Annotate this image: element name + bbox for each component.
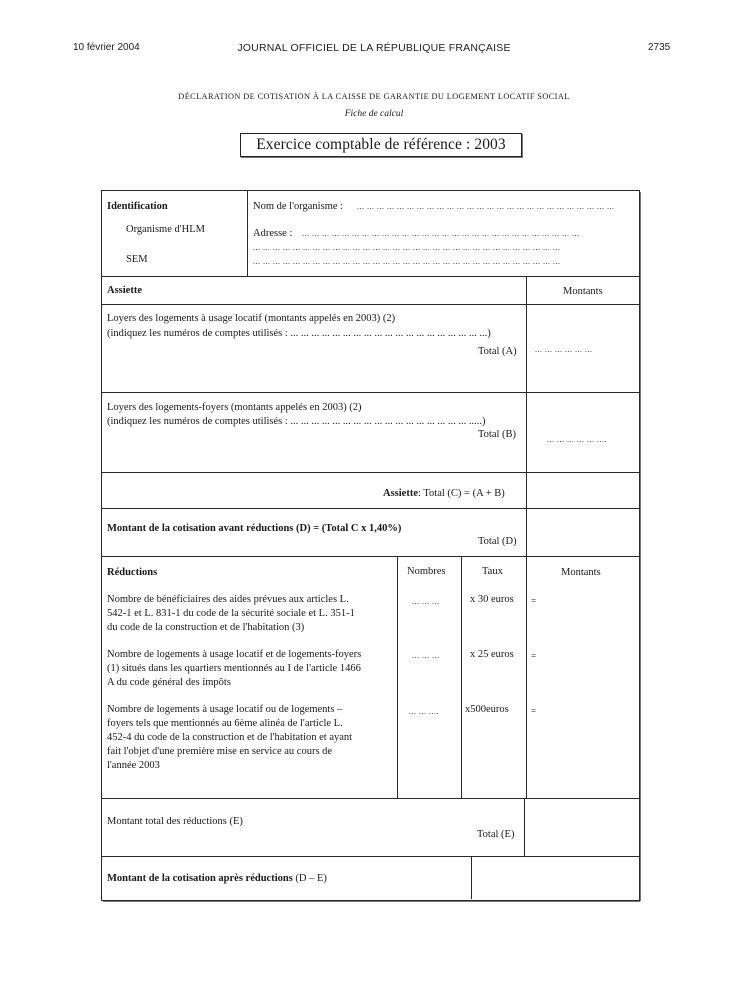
reductions-heading: Réductions	[107, 567, 158, 578]
total-b-field[interactable]: ... ... ... ... ... ....	[547, 435, 607, 444]
organisme-hlm-label: Organisme d'HLM	[126, 224, 205, 235]
nombres-column-header: Nombres	[407, 566, 446, 577]
reduction-row-text-line: fait l'objet d'une première mise en service au cours de	[107, 746, 333, 757]
reduction-nombre-field[interactable]: ... ... ...	[412, 651, 440, 660]
rule-after-reduction-rows	[101, 798, 640, 799]
sem-label: SEM	[126, 254, 148, 265]
loyers-locatif-comptes: (indiquez les numéros de comptes utilisés : ... ... ... ... ... ... ... ... ... ... ... ... ... ... ... ... ... ... ...)	[107, 328, 491, 339]
header-journal-title: JOURNAL OFFICIEL DE LA RÉPUBLIQUE FRANÇAISE	[237, 42, 511, 54]
document-subtitle: Fiche de calcul	[344, 109, 404, 119]
reduction-taux: x 25 euros	[470, 649, 514, 660]
total-b-label: Total (B)	[478, 429, 517, 440]
rule-identification-divider	[247, 190, 248, 276]
cotisation-avant-reductions-label: Montant de la cotisation avant réductions (D) = (Total C x 1,40%)	[107, 523, 402, 534]
rule-after-total-a	[101, 392, 640, 393]
reduction-row-text-line: Nombre de logements à usage locatif ou de logements –	[107, 704, 343, 715]
header-date: 10 février 2004	[73, 42, 140, 53]
total-reductions-label: Montant total des réductions (E)	[107, 816, 243, 827]
rule-nombres-column	[397, 556, 398, 798]
final-montant-field[interactable]	[473, 858, 637, 898]
rule-montants-column-total-e	[524, 798, 525, 856]
reduction-row-text-line: du code de la construction et de l'habitation (3)	[107, 622, 305, 633]
reduction-taux: x500euros	[465, 704, 509, 715]
adresse-field-line-3[interactable]: ... ... ... ... ... ... ... ... ... ... ... ... ... ... ... ... ... ... ... ... ... ... ... ... ... ... ... ... ... ... ...	[253, 257, 561, 266]
reduction-montant-field[interactable]: =	[531, 596, 537, 606]
rule-after-total-b	[101, 472, 640, 473]
reduction-nombre-field[interactable]: ... ... ...	[412, 597, 440, 606]
reductions-montants-column-header: Montants	[561, 567, 601, 578]
header-page-number: 2735	[648, 42, 671, 53]
total-e-label: Total (E)	[477, 829, 515, 840]
rule-montants-column	[526, 276, 527, 798]
identification-heading: Identification	[107, 201, 168, 212]
loyers-locatif-label: Loyers des logements à usage locatif (montants appelés en 2003) (2)	[107, 313, 396, 324]
adresse-field-line-2[interactable]: ... ... ... ... ... ... ... ... ... ... ... ... ... ... ... ... ... ... ... ... ... ... ... ... ... ... ... ... ... ... ...	[253, 243, 561, 252]
reduction-row-text-line: A du code général des impôts	[107, 677, 231, 688]
cotisation-apres-reductions-formula: (D – E)	[295, 873, 327, 884]
adresse-field-line-1[interactable]: ... ... ... ... ... ... ... ... ... ... ... ... ... ... ... ... ... ... ... ... ... ... ... ... ... ... ... ...	[302, 229, 580, 238]
reduction-row-text-line: 542-1 et L. 831-1 du code de la sécurité sociale et L. 351-1	[107, 608, 355, 619]
adresse-label: Adresse :	[253, 228, 293, 239]
table-outer-border	[101, 190, 640, 901]
rule-taux-column	[461, 556, 462, 798]
total-a-field[interactable]: ... ... ... ... ... ...	[535, 345, 593, 354]
rule-after-total-c	[101, 508, 640, 509]
document-title: DÉCLARATION DE COTISATION À LA CAISSE DE GARANTIE DU LOGEMENT LOCATIF SOCIAL	[178, 92, 570, 101]
reduction-taux: x 30 euros	[470, 594, 514, 605]
reduction-row-text-line: 452-4 du code de la construction et de l'habitation et ayant	[107, 732, 353, 743]
nom-organisme-label: Nom de l'organisme :	[253, 201, 344, 212]
rule-after-assiette-header	[101, 304, 640, 305]
total-d-label: Total (D)	[478, 536, 517, 547]
montants-column-header: Montants	[563, 286, 603, 297]
reduction-row-text-line: Nombre de logements à usage locatif et de logements-foyers	[107, 649, 362, 660]
rule-after-total-e	[101, 856, 640, 857]
loyers-foyers-label: Loyers des logements-foyers (montants appelés en 2003) (2)	[107, 402, 362, 413]
reduction-row-text-line: foyers tels que mentionnés au 6ème alinéa de l'article L.	[107, 718, 343, 729]
assiette-heading: Assiette	[107, 285, 142, 296]
cotisation-apres-reductions-label: Montant de la cotisation après réductions	[107, 873, 293, 884]
exercice-box: Exercice comptable de référence : 2003	[240, 133, 522, 157]
table-shadow-bottom	[103, 901, 640, 902]
reduction-row-text-line: l'année 2003	[107, 760, 160, 771]
reduction-row-text-line: (1) situés dans les quartiers mentionnés au I de l'article 1466	[107, 663, 361, 674]
reduction-row-text-line: Nombre de bénéficiaires des aides prévues aux articles L.	[107, 594, 349, 605]
total-c-row	[383, 487, 505, 501]
table-shadow-right	[640, 192, 641, 901]
rule-after-total-d	[101, 556, 640, 557]
taux-column-header: Taux	[482, 566, 503, 577]
total-c-formula: : Total (C) = (A + B)	[418, 488, 505, 499]
reduction-montant-field[interactable]: =	[531, 651, 537, 661]
cotisation-apres-reductions-row	[107, 872, 327, 886]
reduction-montant-field[interactable]: =	[531, 706, 537, 716]
reduction-nombre-field[interactable]: ... ... ....	[409, 707, 439, 716]
total-c-label: Assiette	[383, 488, 418, 499]
rule-final-column	[471, 856, 472, 899]
nom-organisme-field[interactable]: ... ... ... ... ... ... ... ... ... ... ... ... ... ... ... ... ... ... ... ... ... ... ... ... ... ...	[357, 202, 615, 211]
rule-after-identification	[101, 276, 640, 277]
total-a-label: Total (A)	[478, 346, 517, 357]
loyers-foyers-comptes: (indiquez les numéros de comptes utilisés : ... ... ... ... ... ... ... ... ... ... ... ... ... ... ... ... ... .....)	[107, 416, 486, 427]
